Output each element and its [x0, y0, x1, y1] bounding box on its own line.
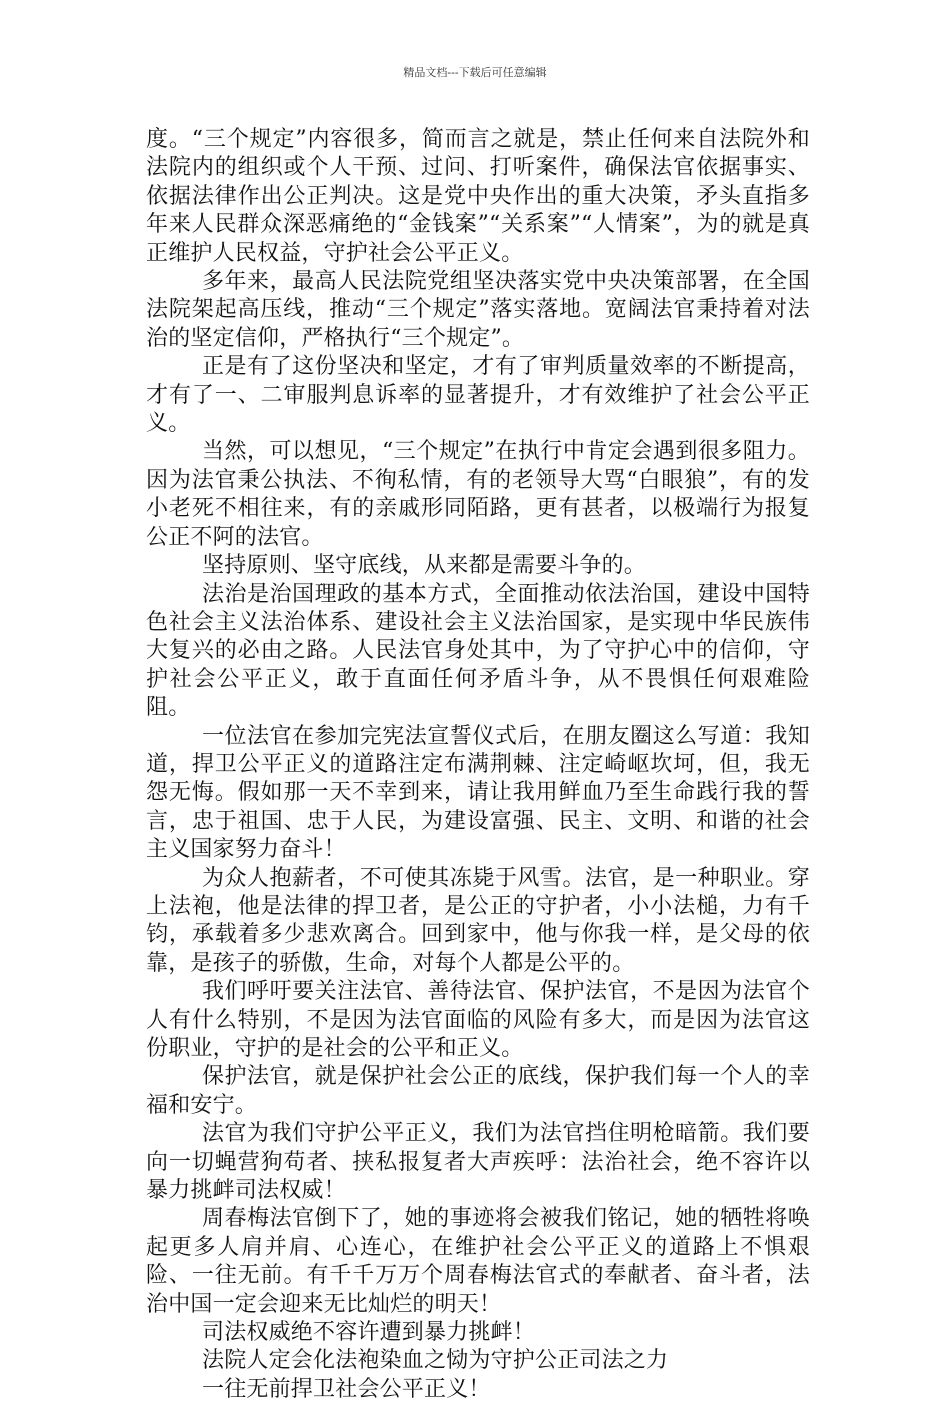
- paragraph-6: 法治是治国理政的基本方式，全面推动依法治国，建设中国特色社会主义法治体系、建设社会主义法治国家，是实现中华民族伟大复兴的必由之路。人民法官身处其中，为了守护心中的信仰，守护社会公平正义，敢于直面任何矛盾斗争，从不畏惧任何艰难险阻。: [146, 581, 810, 721]
- paragraph-10: 保护法官，就是保护社会公正的底线，保护我们每一个人的幸福和安宁。: [146, 1064, 810, 1118]
- paragraph-15: 一往无前捍卫社会公平正义！: [202, 1376, 491, 1402]
- paragraph-12: 周春梅法官倒下了，她的事迹将会被我们铭记，她的牺牲将唤起更多人肩并肩、心连心，在维护社会公平正义的道路上不惧艰险、一往无前。有千千万万个周春梅法官式的奉献者、奋斗者，法治中国一定会迎来无比灿烂的明天！: [146, 1206, 810, 1317]
- paragraph-7: 一位法官在参加完宪法宣誓仪式后，在朋友圈这么写道：我知道，捍卫公平正义的道路注定布满荆棘、注定崎岖坎坷，但，我无怨无悔。假如那一天不幸到来，请让我用鲜血乃至生命践行我的誓言，忠于祖国、忠于人民，为建设富强、民主、文明、和谐的社会主义国家努力奋斗！: [146, 723, 810, 863]
- paragraph-14: 法院人定会化法袍染血之恸为守护公正司法之力: [202, 1348, 669, 1374]
- paragraph-1: 度。“三个规定”内容很多，简而言之就是，禁止任何来自法院外和法院内的组织或个人干预、过问、打听案件，确保法官依据事实、依据法律作出公正判决。这是党中央作出的重大决策，矛头直指多年来人民群众深恶痛绝的“金钱案”“关系案”“人情案”，为的就是真正维护人民权益，守护社会公平正义。: [146, 127, 810, 266]
- paragraph-11: 法官为我们守护公平正义，我们为法官挡住明枪暗箭。我们要向一切蝇营狗苟者、挟私报复者大声疾呼：法治社会，绝不容许以暴力挑衅司法权威！: [146, 1121, 810, 1204]
- paragraph-2: 多年来，最高人民法院党组坚决落实党中央决策部署，在全国法院架起高压线，推动“三个规定”落实落地。宽阔法官秉持着对法治的坚定信仰，严格执行“三个规定”。: [146, 269, 810, 351]
- paragraph-3: 正是有了这份坚决和坚定，才有了审判质量效率的不断提高，才有了一、二审服判息诉率的显著提升，才有效维护了社会公平正义。: [146, 354, 810, 437]
- paragraph-9: 我们呼吁要关注法官、善待法官、保护法官，不是因为法官个人有什么特别，不是因为法官面临的风险有多大，而是因为法官这份职业，守护的是社会的公平和正义。: [146, 979, 810, 1061]
- paragraph-4: 当然，可以想见，“三个规定”在执行中肯定会遇到很多阻力。因为法官秉公执法、不徇私情，有的老领导大骂“白眼狼”，有的发小老死不相往来，有的亲戚形同陌路，更有甚者，以极端行为报复公正不阿的法官。: [146, 439, 810, 550]
- paragraph-5: 坚持原则、坚守底线，从来都是需要斗争的。: [202, 553, 647, 579]
- document-body: [146, 126, 810, 1404]
- paragraph-13: 司法权威绝不容许遭到暴力挑衅！: [202, 1320, 536, 1346]
- page-header: 精品文档---下载后可任意编辑: [403, 66, 547, 79]
- paragraph-8: 为众人抱薪者，不可使其冻毙于风雪。法官，是一种职业。穿上法袍，他是法律的捍卫者，是公正的守护者，小小法槌，力有千钧，承载着多少悲欢离合。回到家中，他与你我一样，是父母的依靠，是孩子的骄傲，生命，对每个人都是公平的。: [146, 865, 810, 976]
